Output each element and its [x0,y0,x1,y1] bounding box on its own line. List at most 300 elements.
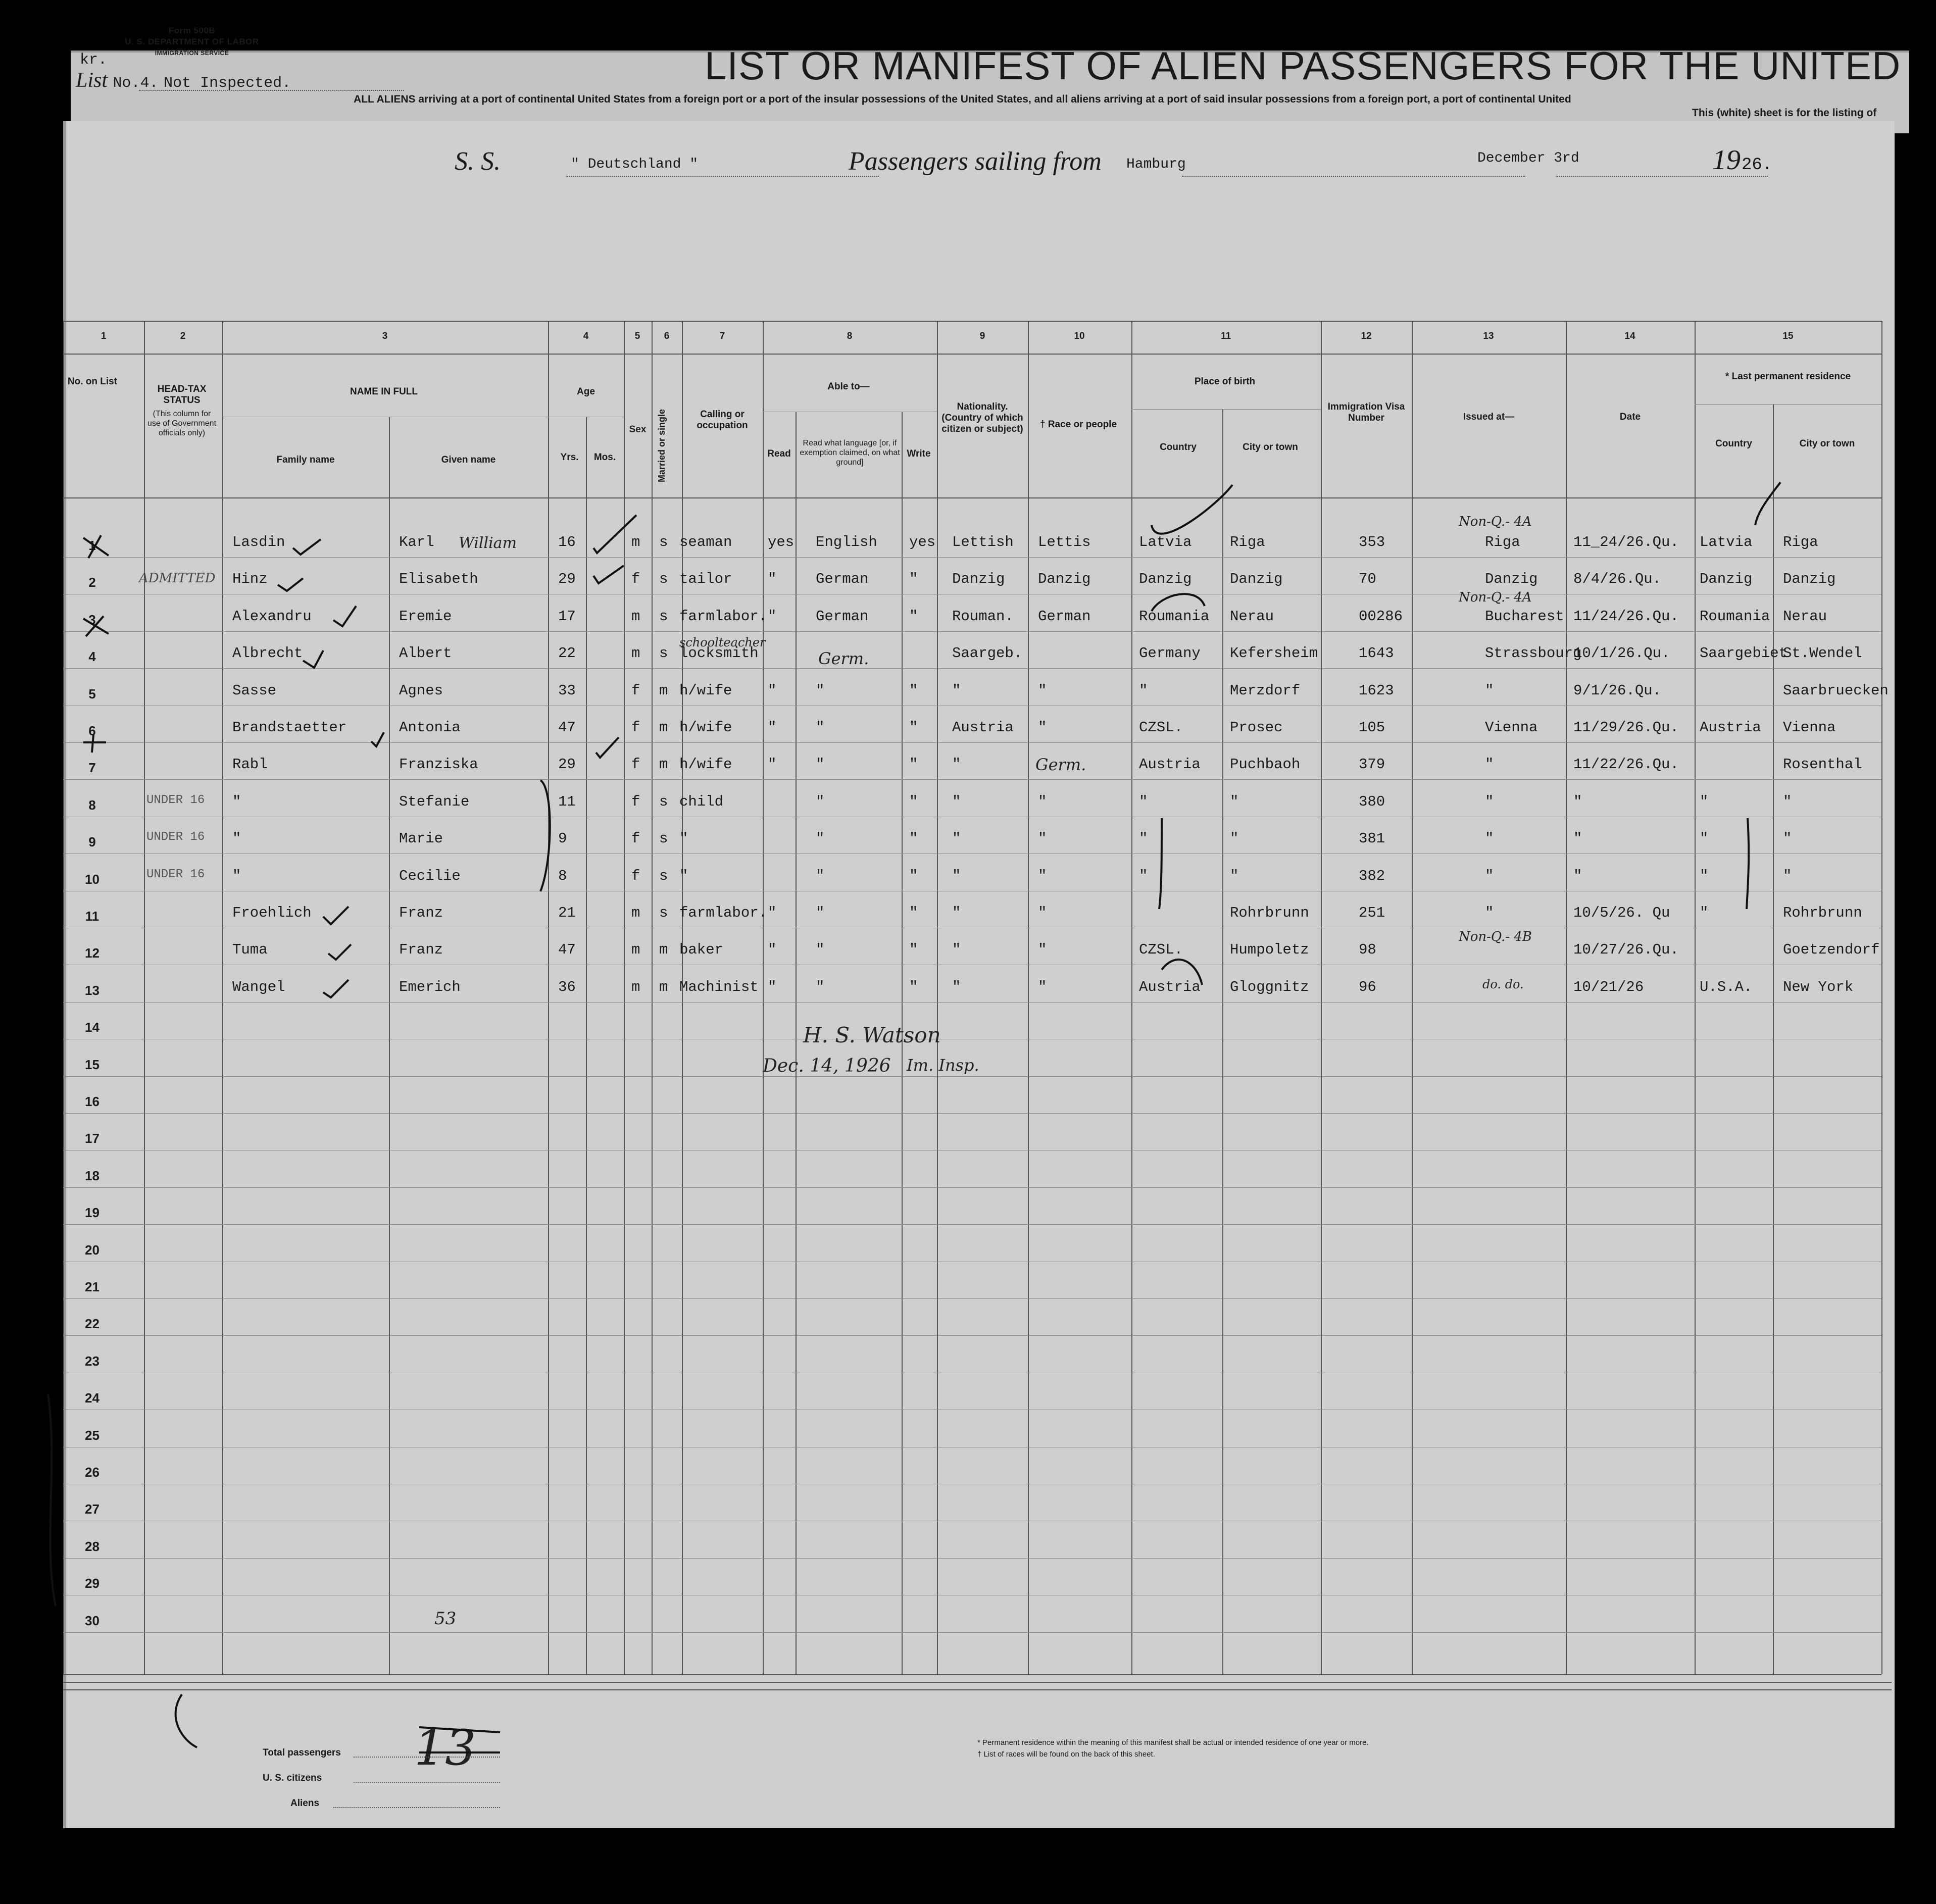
aliens-label: Aliens [290,1798,320,1809]
header-birth-city: City or town [1243,442,1298,453]
row-number: 25 [85,1427,100,1443]
sex-cell: m [631,905,640,921]
language-cell: German [816,571,869,588]
residence-city-cell: Riga [1783,534,1818,550]
birth-country-cell: Austria [1139,978,1201,995]
ss-label: S. S. [455,147,501,176]
birth-city-cell: Danzig [1230,571,1283,588]
issued-at-cell: " [1485,682,1494,699]
given-name-cell: Eremie [399,608,452,625]
residence-city-cell: Goetzendorf [1783,941,1880,959]
issued-at-cell: " [1485,793,1494,810]
row-number: 8 [88,797,96,813]
calling-cell: h/wife [679,756,732,773]
marital-cell: s [659,534,668,550]
ship-name: " Deutschland " [571,157,699,172]
write-cell: " [909,719,918,736]
marital-cell: m [659,682,668,699]
header-read-language: Read what language [or, if exemption claimed, on what ground] [800,439,900,467]
birth-city-cell: Merzdorf [1230,682,1301,699]
calling-cell: child [679,793,724,810]
language-cell: " [816,941,825,959]
column-number: 14 [1624,331,1635,341]
header-able-to: Able to— [827,381,870,392]
family-name-cell: Alexandru [232,608,312,625]
given-name-cell: Cecilie [399,867,461,884]
read-cell: " [768,941,777,959]
row-number: 21 [85,1279,100,1294]
sex-cell: f [631,793,640,810]
family-name-cell: Tuma [232,941,268,959]
language-cell: " [816,867,825,884]
write-cell: " [909,682,918,699]
column-number: 5 [634,331,640,341]
row4-language-note: Germ. [818,649,869,668]
header-res-country: Country [1715,438,1752,449]
header-birth-country: Country [1160,442,1197,453]
race-cell: German [1038,608,1091,625]
year-suffix: 26. [1742,156,1773,175]
nationality-cell: " [952,793,961,810]
read-cell: " [768,719,777,736]
row4-calling-note: schoolteacher [679,635,766,649]
visa-number-cell: 380 [1359,793,1385,810]
visa-date-cell: 11/22/26.Qu. [1573,756,1679,773]
form-number: Form 500B [168,26,216,35]
header-read: Read [767,448,791,459]
sex-cell: f [631,571,640,588]
read-cell: " [768,978,777,995]
total-passengers-label: Total passengers [263,1747,341,1758]
given-name-cell: Karl [399,534,434,550]
column-number: 12 [1361,331,1372,341]
write-cell: " [909,571,918,588]
calling-cell: h/wife [679,719,732,736]
visa-date-cell: 10/1/26.Qu. [1573,645,1670,662]
admitted-stamp: ADMITTED [139,571,216,586]
department: U. S. DEPARTMENT OF LABOR [125,37,259,46]
column-number: 13 [1483,331,1494,341]
residence-country-cell: Saargebiet [1700,645,1788,662]
row1-issued-note: Non-Q.- 4A [1459,514,1532,529]
age-cell: 11 [558,793,576,810]
marital-cell: s [659,867,668,884]
row-number: 17 [85,1131,100,1146]
birth-city-cell: Nerau [1230,608,1274,625]
row7-race-note: Germ. [1035,755,1086,774]
calling-cell: " [679,830,688,847]
row-number: 23 [85,1353,100,1369]
residence-country-cell: " [1700,793,1709,810]
language-cell: " [816,719,825,736]
row-number: 14 [85,1020,100,1035]
column-number: 15 [1782,331,1794,341]
family-name-cell: Wangel [232,978,285,995]
header-race: † Race or people [1039,419,1117,430]
language-cell: " [816,830,825,847]
write-cell: " [909,905,918,921]
column-number: 6 [664,331,670,341]
visa-number-cell: 1623 [1359,682,1394,699]
language-cell: " [816,682,825,699]
marital-cell: s [659,830,668,847]
given-name-cell: Stefanie [399,793,470,810]
calling-cell: tailor [679,571,732,588]
birth-city-cell: " [1230,867,1239,884]
residence-country-cell: Roumania [1700,608,1770,625]
language-cell: " [816,756,825,773]
read-cell: " [768,571,777,588]
visa-number-cell: 1643 [1359,645,1394,662]
visa-date-cell: " [1573,867,1582,884]
nationality-cell: " [952,756,961,773]
sex-cell: m [631,978,640,995]
calling-cell: locksmith [679,645,759,662]
visa-number-cell: 00286 [1359,608,1403,625]
read-cell: " [768,905,777,921]
residence-city-cell: New York [1783,978,1854,995]
birth-country-cell: Danzig [1139,571,1192,588]
column-number: 7 [719,331,725,341]
row-number: 16 [85,1094,100,1109]
header-married: Married or single [657,409,667,482]
footnote-residence: * Permanent residence within the meaning of this manifest shall be actual or intended residence of one year or more. [977,1738,1369,1747]
marital-cell: m [659,719,668,736]
nationality-cell: " [952,905,961,921]
residence-country-cell: " [1700,905,1709,921]
residence-city-cell: " [1783,793,1792,810]
residence-city-cell: Danzig [1783,571,1836,588]
birth-country-cell: CZSL. [1139,941,1183,959]
issued-at-cell: " [1485,830,1494,847]
age-cell: 17 [558,608,576,625]
row-number: 22 [85,1316,100,1332]
list-number: No.4. [113,75,159,92]
row-number: 18 [85,1168,100,1183]
nationality-cell: " [952,941,961,959]
row-number: 6 [88,723,96,738]
visa-date-cell: 11/24/26.Qu. [1573,608,1679,625]
marital-cell: m [659,756,668,773]
age-cell: 29 [558,571,576,588]
family-name-cell: Brandstaetter [232,719,347,736]
nationality-cell: " [952,830,961,847]
nationality-cell: Rouman. [952,608,1014,625]
language-cell: " [816,978,825,995]
age-cell: 9 [558,830,567,847]
column-number: 8 [847,331,853,341]
issued-at-cell: " [1485,867,1494,884]
residence-city-cell: Rohrbrunn [1783,905,1862,921]
read-cell: " [768,756,777,773]
birth-country-cell: " [1139,682,1148,699]
row-number: 15 [85,1057,100,1072]
header-last-residence: * Last permanent residence [1725,371,1851,382]
birth-country-cell: " [1139,830,1148,847]
row-number: 4 [88,649,96,665]
birth-city-cell: " [1230,793,1239,810]
visa-number-cell: 98 [1359,941,1376,959]
read-cell: " [768,682,777,699]
visa-number-cell: 105 [1359,719,1385,736]
header-res-city: City or town [1799,438,1855,449]
column-number: 3 [382,331,388,341]
row-number: 1 [88,538,96,553]
family-name-cell: Sasse [232,682,277,699]
row12-issued-note: Non-Q.- 4B [1459,929,1532,944]
read-cell: yes [768,534,795,550]
marital-cell: s [659,571,668,588]
birth-city-cell: Prosec [1230,719,1283,736]
clerk-initials: kr. [80,52,108,69]
write-cell: yes [909,534,936,550]
visa-number-cell: 353 [1359,534,1385,550]
write-cell: " [909,608,918,625]
birth-country-cell: CZSL. [1139,719,1183,736]
nationality-cell: Austria [952,719,1014,736]
sex-cell: m [631,534,640,550]
header-given-name: Given name [441,455,496,465]
issued-at-cell: " [1485,905,1494,921]
race-cell: Lettis [1038,534,1091,550]
row-number: 9 [88,834,96,850]
family-name-cell: Froehlich [232,905,312,921]
row-number: 11 [85,909,100,924]
age-cell: 8 [558,867,567,884]
residence-country-cell: Danzig [1700,571,1753,588]
given-name-cell: Agnes [399,682,443,699]
visa-date-cell: 9/1/26.Qu. [1573,682,1662,699]
residence-city-cell: " [1783,830,1792,847]
row-number: 28 [85,1538,100,1554]
column-number: 9 [979,331,985,341]
given-name-cell: Albert [399,645,452,662]
column-number: 10 [1074,331,1085,341]
calling-cell: " [679,867,688,884]
issued-at-cell: Strassbourg [1485,645,1582,662]
row-number: 19 [85,1205,100,1221]
language-cell: " [816,905,825,921]
visa-date-cell: " [1573,830,1582,847]
header-nationality: Nationality. (Country of which citizen or subject) [941,402,1023,434]
age-cell: 21 [558,905,576,921]
row-number: 26 [85,1465,100,1480]
birth-country-cell: " [1139,793,1148,810]
header-no-on-list: No. on List [67,376,118,387]
race-cell: " [1038,830,1047,847]
year-prefix: 19 [1712,144,1741,176]
row-number: 5 [88,686,96,702]
family-name-cell: Rabl [232,756,268,773]
footnote-races: † List of races will be found on the back of this sheet. [977,1750,1155,1759]
given-name-cell: Antonia [399,719,461,736]
sex-cell: f [631,719,640,736]
marital-cell: s [659,608,668,625]
column-number: 11 [1220,331,1231,341]
visa-date-cell: " [1573,793,1582,810]
birth-city-cell: Rohrbrunn [1230,905,1309,921]
family-name-cell: " [232,830,241,847]
header-write: Write [907,448,931,459]
subtitle-2: This (white) sheet is for the listing of [1692,107,1877,119]
birth-city-cell: Riga [1230,534,1265,550]
header-age: Age [577,386,595,397]
head-tax-cell: UNDER 16 [146,793,205,807]
row-number: 7 [88,760,96,776]
sex-cell: f [631,830,640,847]
nationality-cell: " [952,682,961,699]
race-cell: " [1038,905,1047,921]
given-name-cell: Franz [399,905,443,921]
birth-city-cell: Kefersheim [1230,645,1318,662]
nationality-cell: Saargeb. [952,645,1023,662]
row-number: 27 [85,1501,100,1517]
birth-city-cell: Puchbaoh [1230,756,1301,773]
race-cell: " [1038,719,1047,736]
residence-city-cell: Rosenthal [1783,756,1862,773]
header-visa: Immigration Visa Number [1327,402,1405,423]
language-cell: " [816,793,825,810]
row-number: 24 [85,1390,100,1406]
birth-country-cell: Austria [1139,756,1201,773]
header-head-tax-note: (This column for use of Government officials only) [147,410,217,437]
birth-city-cell: Humpoletz [1230,941,1309,959]
birth-country-cell: Latvia [1139,534,1192,550]
row-number: 2 [88,575,96,590]
calling-cell: farmlabor. [679,905,768,921]
visa-date-cell: 10/27/26.Qu. [1573,941,1679,959]
birth-country-cell: " [1139,867,1148,884]
column-number: 1 [101,331,107,341]
write-cell: " [909,978,918,995]
residence-city-cell: Saarbruecken [1783,682,1889,699]
inspector-signature: H. S. Watson [803,1023,941,1047]
marital-cell: s [659,793,668,810]
race-cell: Danzig [1038,571,1091,588]
residence-country-cell: " [1700,830,1709,847]
visa-number-cell: 251 [1359,905,1385,921]
total-passengers-mark: 13 [414,1720,476,1776]
visa-number-cell: 96 [1359,978,1376,995]
marital-cell: s [659,905,668,921]
marital-cell: m [659,941,668,959]
visa-number-cell: 70 [1359,571,1376,588]
row-number: 20 [85,1242,100,1258]
age-cell: 29 [558,756,576,773]
row-number: 29 [85,1576,100,1591]
row-number: 3 [88,612,96,627]
list-label: List [76,69,108,92]
nationality-cell: " [952,978,961,995]
race-cell: " [1038,867,1047,884]
sex-cell: f [631,682,640,699]
us-citizens-label: U. S. citizens [263,1773,322,1783]
subtitle-1: ALL ALIENS arriving at a port of continental United States from a foreign port or a port of the insular possessions of the United States, and all aliens arriving at a port of said insular possessions from a foreign port, a port of continental United [354,93,1571,105]
birth-city-cell: Gloggnitz [1230,978,1309,995]
race-cell: " [1038,682,1047,699]
sailing-label: Passengers sailing from [849,147,1102,176]
marital-cell: m [659,978,668,995]
calling-cell: Machinist [679,978,759,995]
header-sex: Sex [629,424,647,435]
race-cell: " [1038,941,1047,959]
column-number: 4 [583,331,589,341]
residence-country-cell: " [1700,867,1709,884]
nationality-cell: Danzig [952,571,1005,588]
row-number: 30 [85,1613,100,1628]
family-name-cell: Hinz [232,571,268,588]
head-tax-cell: UNDER 16 [146,867,205,881]
calling-cell: baker [679,941,724,959]
residence-city-cell: Nerau [1783,608,1827,625]
residence-country-cell: Austria [1700,719,1761,736]
age-cell: 47 [558,941,576,959]
row3-issued-note: Non-Q.- 4A [1459,590,1532,605]
language-cell: English [816,534,877,550]
given-name-addition: William [459,534,517,552]
residence-country-cell: U.S.A. [1700,978,1753,995]
page-mark: 53 [434,1609,457,1629]
family-name-cell: " [232,867,241,884]
race-cell: " [1038,793,1047,810]
family-name-cell: " [232,793,241,810]
header-head-tax: HEAD-TAX STATUS [157,384,207,406]
header-mos: Mos. [593,452,616,463]
nationality-cell: " [952,867,961,884]
age-cell: 36 [558,978,576,995]
visa-date-cell: 10/21/26 [1573,978,1644,995]
row-number: 10 [85,871,100,887]
family-name-cell: Albrecht [232,645,303,662]
inspection-date: Dec. 14, 1926 [763,1056,891,1076]
age-cell: 33 [558,682,576,699]
service: IMMIGRATION SERVICE [155,49,229,57]
write-cell: " [909,941,918,959]
given-name-cell: Emerich [399,978,461,995]
visa-number-cell: 379 [1359,756,1385,773]
page-title: LIST OR MANIFEST OF ALIEN PASSENGERS FOR THE UNITED [705,43,1901,88]
row-number: 12 [85,945,100,961]
issued-at-cell: Bucharest [1485,608,1564,625]
residence-country-cell: Latvia [1700,534,1753,550]
write-cell: " [909,756,918,773]
header-place-of-birth: Place of birth [1194,376,1256,387]
calling-cell: seaman [679,534,732,550]
departure-port: Hamburg [1126,157,1186,172]
birth-country-cell: Germany [1139,645,1201,662]
write-cell: " [909,867,918,884]
given-name-cell: Elisabeth [399,571,478,588]
inspector-role: Im. Insp. [907,1056,979,1075]
language-cell: German [816,608,869,625]
residence-city-cell: " [1783,867,1792,884]
family-name-cell: Lasdin [232,534,285,550]
residence-city-cell: Vienna [1783,719,1836,736]
sex-cell: m [631,941,640,959]
write-cell: " [909,793,918,810]
issued-at-cell: Vienna [1485,719,1538,736]
header-family-name: Family name [276,455,335,465]
header-calling: Calling or occupation [697,409,748,431]
residence-city-cell: St.Wendel [1783,645,1862,662]
birth-city-cell: " [1230,830,1239,847]
calling-cell: farmlabor. [679,608,768,625]
calling-cell: h/wife [679,682,732,699]
head-tax-cell: UNDER 16 [146,830,205,844]
given-name-cell: Marie [399,830,443,847]
sex-cell: m [631,608,640,625]
column-number: 2 [180,331,186,341]
